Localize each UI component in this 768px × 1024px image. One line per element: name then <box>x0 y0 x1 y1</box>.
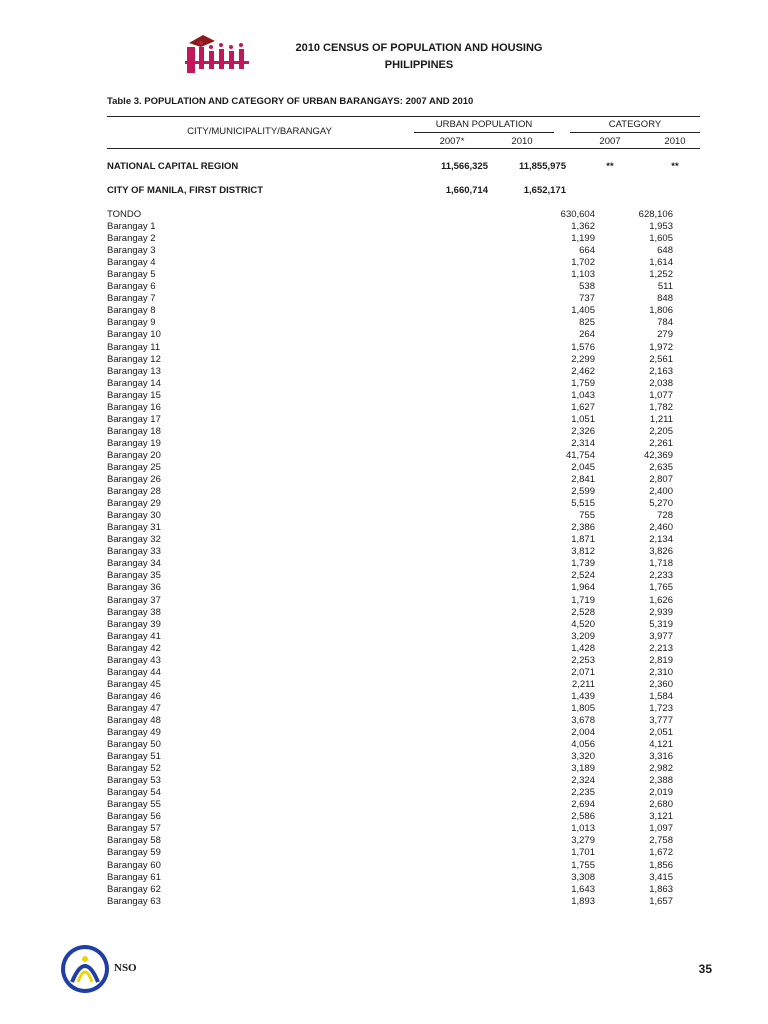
population-2007: 2,524 <box>571 570 595 582</box>
table-top-rule <box>107 116 700 117</box>
barangay-name: Barangay 46 <box>107 690 161 702</box>
barangay-name: Barangay 42 <box>107 642 161 654</box>
barangay-name: Barangay 56 <box>107 811 161 823</box>
table-row <box>107 329 707 341</box>
table-row <box>107 715 707 727</box>
table-row <box>107 438 707 450</box>
population-2007: 2,841 <box>571 474 595 486</box>
population-2007: 2,211 <box>571 678 595 690</box>
barangay-name: TONDO <box>107 209 142 220</box>
population-2010: 2,213 <box>649 642 673 654</box>
population-2010: 2,051 <box>649 727 673 739</box>
population-2010: 1,211 <box>649 413 673 425</box>
population-2010: 5,270 <box>649 498 673 510</box>
barangay-name: Barangay 58 <box>107 835 161 847</box>
population-2010: 1,077 <box>649 389 673 401</box>
nso-seal-icon <box>60 944 110 994</box>
barangay-name: Barangay 11 <box>107 341 161 353</box>
barangay-name: Barangay 17 <box>107 413 161 425</box>
table-row <box>107 751 707 763</box>
population-2010: 2,261 <box>649 437 673 449</box>
population-2007: 2,071 <box>571 666 595 678</box>
population-2010: 2,819 <box>649 654 673 666</box>
population-2010: 728 <box>657 510 673 522</box>
population-2010: 511 <box>657 281 673 293</box>
col-header-cat-2010: 2010 <box>664 136 686 147</box>
table-row <box>107 847 707 859</box>
col-header-cat-2007: 2007 <box>599 136 621 147</box>
barangay-name: Barangay 61 <box>107 871 161 883</box>
population-2007: 1,643 <box>571 883 595 895</box>
table-row <box>107 811 707 823</box>
population-2010: 1,097 <box>649 823 673 835</box>
population-2007: 1,043 <box>571 389 595 401</box>
population-2010: 1,782 <box>649 401 673 413</box>
population-2010: 1,765 <box>649 582 673 594</box>
population-2007: 2,045 <box>571 461 595 473</box>
table-row <box>107 342 707 354</box>
population-2007: 1,702 <box>571 257 595 269</box>
table-row <box>107 317 707 329</box>
population-2010: 2,939 <box>649 606 673 618</box>
population-2010: 2,360 <box>649 678 673 690</box>
population-2010: 628,106 <box>638 209 673 220</box>
population-2010: 1,718 <box>649 558 673 570</box>
table-row <box>107 643 707 655</box>
barangay-name: Barangay 26 <box>107 474 161 486</box>
barangay-name: Barangay 52 <box>107 763 161 775</box>
population-2007: 2,326 <box>571 425 595 437</box>
population-2007: 2,004 <box>571 727 595 739</box>
table-row <box>107 510 707 522</box>
population-2007: 737 <box>579 293 595 305</box>
population-2010: 784 <box>657 317 673 329</box>
population-2007: 2,299 <box>571 353 595 365</box>
aggregate-name: CITY OF MANILA, FIRST DISTRICT <box>107 185 264 196</box>
table-row <box>107 221 707 233</box>
barangay-name: Barangay 32 <box>107 534 161 546</box>
table-row <box>107 245 707 257</box>
table-row <box>107 691 707 703</box>
aggregate-cat-2010: ** <box>671 161 679 172</box>
aggregate-pop-2007: 1,660,714 <box>445 185 488 196</box>
table-row <box>107 474 707 486</box>
population-2010: 279 <box>657 329 673 341</box>
population-2007: 1,439 <box>571 690 595 702</box>
table-row <box>107 414 707 426</box>
population-2007: 1,428 <box>571 642 595 654</box>
barangay-name: Barangay 47 <box>107 702 161 714</box>
barangay-name: Barangay 63 <box>107 895 161 907</box>
table-row <box>107 799 707 811</box>
barangay-name: Barangay 28 <box>107 486 161 498</box>
population-2007: 2,586 <box>571 811 595 823</box>
population-2010: 2,635 <box>649 461 673 473</box>
population-2007: 1,739 <box>571 558 595 570</box>
population-2007: 1,755 <box>571 859 595 871</box>
table-row <box>107 558 707 570</box>
table-row <box>107 257 707 269</box>
table-row <box>107 896 707 908</box>
col-header-urban-population: URBAN POPULATION <box>435 119 533 130</box>
table-row <box>107 450 707 462</box>
table-row <box>107 390 707 402</box>
population-2010: 3,777 <box>649 714 673 726</box>
population-2010: 2,134 <box>649 534 673 546</box>
barangay-name: Barangay 62 <box>107 883 161 895</box>
barangay-name: Barangay 51 <box>107 751 161 763</box>
table-row <box>107 486 707 498</box>
population-2010: 2,982 <box>649 763 673 775</box>
population-2007: 538 <box>579 281 595 293</box>
population-2007: 1,103 <box>571 269 595 281</box>
table-row <box>107 595 707 607</box>
barangay-name: Barangay 13 <box>107 365 161 377</box>
barangay-name: Barangay 31 <box>107 522 161 534</box>
population-2007: 1,759 <box>571 377 595 389</box>
col-header-category: CATEGORY <box>608 119 662 130</box>
barangay-name: Barangay 2 <box>107 233 156 245</box>
barangay-name: Barangay 18 <box>107 425 161 437</box>
population-2010: 1,723 <box>649 702 673 714</box>
population-2010: 2,680 <box>649 799 673 811</box>
population-2010: 5,319 <box>649 618 673 630</box>
barangay-name: Barangay 41 <box>107 630 161 642</box>
table-row <box>107 534 707 546</box>
barangay-name: Barangay 53 <box>107 775 161 787</box>
population-2007: 2,253 <box>571 654 595 666</box>
barangay-name: Barangay 54 <box>107 787 161 799</box>
table-row <box>107 703 707 715</box>
population-2007: 4,520 <box>571 618 595 630</box>
population-2007: 1,964 <box>571 582 595 594</box>
table-row <box>107 860 707 872</box>
barangay-name: Barangay 57 <box>107 823 161 835</box>
table-row <box>107 281 707 293</box>
table-row <box>107 872 707 884</box>
table-row <box>107 582 707 594</box>
population-2007: 825 <box>579 317 595 329</box>
population-2007: 1,576 <box>571 341 595 353</box>
barangay-name: Barangay 5 <box>107 269 156 281</box>
population-2010: 2,019 <box>649 787 673 799</box>
population-2010: 2,038 <box>649 377 673 389</box>
population-2007: 3,189 <box>571 763 595 775</box>
population-2007: 2,235 <box>571 787 595 799</box>
population-2007: 3,320 <box>571 751 595 763</box>
table-row <box>107 727 707 739</box>
table-row <box>107 884 707 896</box>
table-row <box>107 763 707 775</box>
table-row <box>107 619 707 631</box>
table-row <box>107 739 707 751</box>
barangay-table-body <box>107 209 707 908</box>
page-number: 35 <box>698 962 712 976</box>
population-2010: 2,758 <box>649 835 673 847</box>
population-2007: 41,754 <box>565 449 595 461</box>
population-2010: 2,400 <box>649 486 673 498</box>
col-header-pop-2007: 2007* <box>439 136 465 147</box>
population-2007: 1,871 <box>571 534 595 546</box>
population-2007: 2,324 <box>571 775 595 787</box>
barangay-name: Barangay 36 <box>107 582 161 594</box>
barangay-name: Barangay 15 <box>107 389 161 401</box>
population-2007: 3,812 <box>571 546 595 558</box>
agency-label: NSO <box>114 962 137 974</box>
population-2010: 848 <box>657 293 673 305</box>
table-row <box>107 209 707 221</box>
aggregate-pop-2010: 11,855,975 <box>518 161 566 172</box>
population-2010: 1,953 <box>649 221 673 233</box>
barangay-name: Barangay 50 <box>107 739 161 751</box>
aggregate-pop-2010: 1,652,171 <box>523 185 566 196</box>
barangay-name: Barangay 20 <box>107 449 161 461</box>
table-caption: Table 3. POPULATION AND CATEGORY OF URBAN BARANGAYS: 2007 AND 2010 <box>107 96 474 107</box>
barangay-name: Barangay 45 <box>107 678 161 690</box>
table-row <box>107 823 707 835</box>
barangay-name: Barangay 7 <box>107 293 156 305</box>
barangay-name: Barangay 4 <box>107 257 156 269</box>
table-row <box>107 498 707 510</box>
population-2010: 3,826 <box>649 546 673 558</box>
col-header-name: CITY/MUNICIPALITY/BARANGAY <box>187 126 332 137</box>
barangay-name: Barangay 10 <box>107 329 161 341</box>
table-row <box>107 269 707 281</box>
population-2010: 3,121 <box>649 811 673 823</box>
population-2007: 5,515 <box>571 498 595 510</box>
population-2007: 264 <box>579 329 595 341</box>
barangay-name: Barangay 39 <box>107 618 161 630</box>
population-2010: 2,163 <box>649 365 673 377</box>
population-2007: 1,893 <box>571 895 595 907</box>
population-2010: 1,584 <box>649 690 673 702</box>
barangay-name: Barangay 8 <box>107 305 156 317</box>
barangay-name: Barangay 29 <box>107 498 161 510</box>
barangay-name: Barangay 59 <box>107 847 161 859</box>
barangay-name: Barangay 25 <box>107 461 161 473</box>
population-2010: 3,977 <box>649 630 673 642</box>
table-header-bottom-rule <box>107 148 700 149</box>
barangay-name: Barangay 49 <box>107 727 161 739</box>
barangay-name: Barangay 30 <box>107 510 161 522</box>
population-2007: 3,308 <box>571 871 595 883</box>
aggregate-name: NATIONAL CAPITAL REGION <box>107 161 239 172</box>
table-row <box>107 835 707 847</box>
census-logo-icon <box>185 33 251 79</box>
title-line-1: 2010 CENSUS OF POPULATION AND HOUSING <box>295 42 543 54</box>
population-2010: 1,972 <box>649 341 673 353</box>
population-2010: 1,672 <box>649 847 673 859</box>
barangay-name: Barangay 19 <box>107 437 161 449</box>
barangay-name: Barangay 6 <box>107 281 156 293</box>
table-row <box>107 655 707 667</box>
table-row <box>107 775 707 787</box>
table-row <box>107 305 707 317</box>
barangay-name: Barangay 38 <box>107 606 161 618</box>
population-2007: 1,362 <box>571 221 595 233</box>
barangay-name: Barangay 14 <box>107 377 161 389</box>
barangay-name: Barangay 34 <box>107 558 161 570</box>
population-2007: 3,678 <box>571 714 595 726</box>
table-row <box>107 546 707 558</box>
aggregate-pop-2007: 11,566,325 <box>440 161 488 172</box>
col-header-pop-2010: 2010 <box>511 136 533 147</box>
barangay-name: Barangay 37 <box>107 594 161 606</box>
population-2010: 1,657 <box>649 895 673 907</box>
table-row <box>107 570 707 582</box>
population-2010: 1,252 <box>649 269 673 281</box>
population-2007: 1,405 <box>571 305 595 317</box>
page-title <box>262 40 576 74</box>
population-2010: 2,388 <box>649 775 673 787</box>
population-2007: 3,209 <box>571 630 595 642</box>
barangay-name: Barangay 60 <box>107 859 161 871</box>
table-row <box>107 667 707 679</box>
table-row <box>107 462 707 474</box>
population-2007: 2,314 <box>571 437 595 449</box>
table-row <box>107 293 707 305</box>
population-2007: 2,528 <box>571 606 595 618</box>
population-2010: 4,121 <box>649 739 673 751</box>
barangay-name: Barangay 3 <box>107 245 156 257</box>
population-2010: 648 <box>657 245 673 257</box>
table-row <box>107 679 707 691</box>
population-2010: 2,205 <box>649 425 673 437</box>
population-2010: 2,233 <box>649 570 673 582</box>
population-2010: 2,807 <box>649 474 673 486</box>
population-2010: 3,316 <box>649 751 673 763</box>
population-2007: 1,701 <box>571 847 595 859</box>
table-row <box>107 607 707 619</box>
population-2007: 2,386 <box>571 522 595 534</box>
barangay-name: Barangay 43 <box>107 654 161 666</box>
barangay-name: Barangay 1 <box>107 221 156 233</box>
table-row <box>107 631 707 643</box>
barangay-name: Barangay 48 <box>107 714 161 726</box>
population-2007: 2,599 <box>571 486 595 498</box>
population-2010: 1,626 <box>649 594 673 606</box>
category-rule <box>570 132 700 133</box>
barangay-name: Barangay 16 <box>107 401 161 413</box>
population-2007: 1,719 <box>571 594 595 606</box>
table-row <box>107 378 707 390</box>
population-2007: 1,051 <box>571 413 595 425</box>
population-2007: 1,013 <box>571 823 595 835</box>
title-line-2: PHILIPPINES <box>384 59 454 71</box>
population-2010: 1,863 <box>649 883 673 895</box>
barangay-name: Barangay 9 <box>107 317 156 329</box>
barangay-name: Barangay 12 <box>107 353 161 365</box>
aggregate-cat-2007: ** <box>606 161 614 172</box>
population-2007: 630,604 <box>560 209 595 220</box>
table-row <box>107 426 707 438</box>
table-row <box>107 402 707 414</box>
population-2010: 1,806 <box>649 305 673 317</box>
population-2010: 2,310 <box>649 666 673 678</box>
population-2007: 4,056 <box>571 739 595 751</box>
population-2007: 2,694 <box>571 799 595 811</box>
population-2007: 755 <box>579 510 595 522</box>
barangay-name: Barangay 44 <box>107 666 161 678</box>
population-2010: 42,369 <box>643 449 673 461</box>
population-2010: 2,460 <box>649 522 673 534</box>
barangay-name: Barangay 33 <box>107 546 161 558</box>
table-row <box>107 522 707 534</box>
population-2007: 1,805 <box>571 702 595 714</box>
population-2010: 3,415 <box>649 871 673 883</box>
table-row <box>107 354 707 366</box>
barangay-name: Barangay 35 <box>107 570 161 582</box>
population-2010: 1,856 <box>649 859 673 871</box>
urban-population-rule <box>414 132 554 133</box>
table-row <box>107 787 707 799</box>
population-2010: 2,561 <box>649 353 673 365</box>
population-2010: 1,605 <box>649 233 673 245</box>
population-2007: 2,462 <box>571 365 595 377</box>
population-2010: 1,614 <box>649 257 673 269</box>
table-row <box>107 233 707 245</box>
population-2007: 1,627 <box>571 401 595 413</box>
population-2007: 3,279 <box>571 835 595 847</box>
population-2007: 664 <box>579 245 595 257</box>
table-row <box>107 366 707 378</box>
population-2007: 1,199 <box>571 233 595 245</box>
barangay-name: Barangay 55 <box>107 799 161 811</box>
